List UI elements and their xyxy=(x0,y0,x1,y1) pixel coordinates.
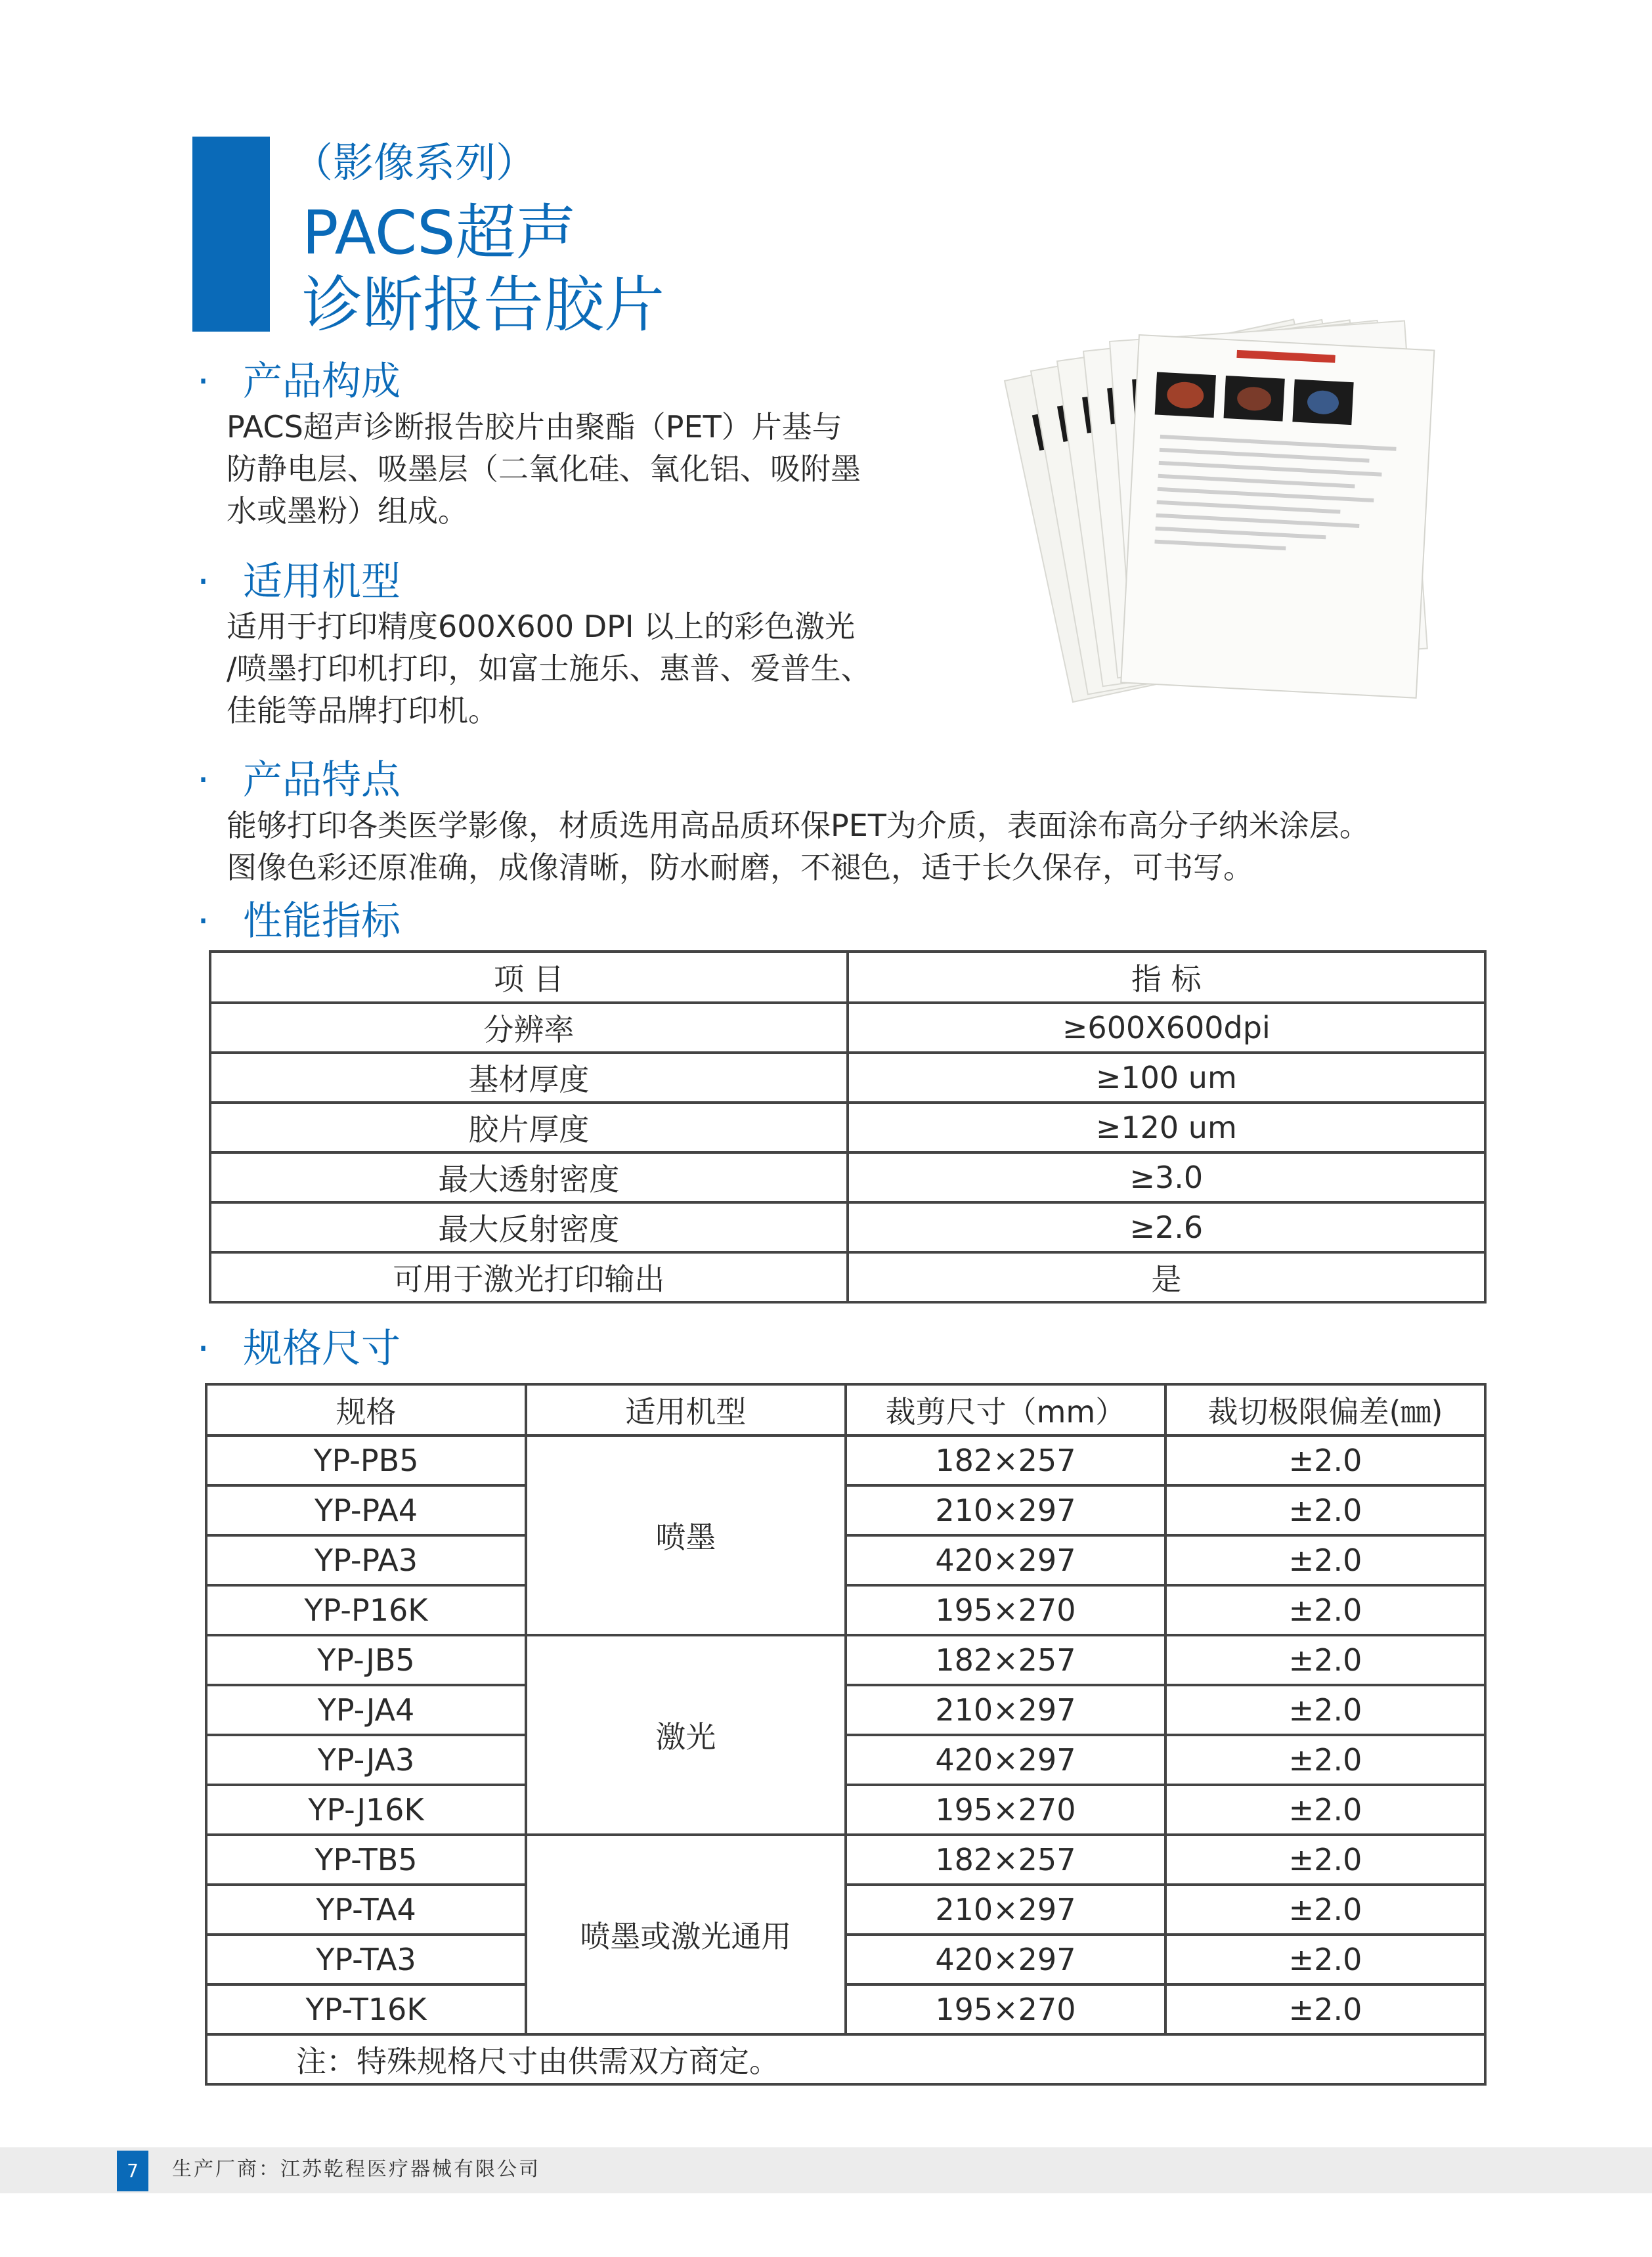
spec-code: YP-PA4 xyxy=(206,1485,526,1535)
bullet: · xyxy=(197,757,210,803)
cut-size: 210×297 xyxy=(846,1685,1165,1735)
table-header-row xyxy=(210,952,1485,1003)
table-header-row xyxy=(206,1384,1485,1435)
table-cell: ≥3.0 xyxy=(848,1152,1485,1202)
table-row xyxy=(206,1685,1485,1735)
tolerance: ±2.0 xyxy=(1165,1535,1485,1585)
manufacturer-label: 生产厂商：江苏乾程医疗器械有限公司 xyxy=(172,2158,540,2181)
table-row xyxy=(206,1485,1485,1535)
tolerance: ±2.0 xyxy=(1165,1984,1485,2034)
table-row xyxy=(206,1585,1485,1635)
cut-size: 420×297 xyxy=(846,1535,1165,1585)
model-group-cell: 激光 xyxy=(526,1635,846,1835)
bullet: · xyxy=(197,898,210,944)
cut-size: 182×257 xyxy=(846,1835,1165,1885)
specs-heading-text: 规格尺寸 xyxy=(243,1326,401,1372)
title-line-2: 诊断报告胶片 xyxy=(302,270,665,340)
composition-heading-text: 产品构成 xyxy=(243,359,401,405)
spec-code: YP-PA3 xyxy=(206,1535,526,1585)
features-heading-text: 产品特点 xyxy=(243,757,401,803)
table-row xyxy=(206,1984,1485,2034)
table-row xyxy=(210,1152,1485,1202)
features-heading xyxy=(197,756,401,804)
spec-code: YP-PB5 xyxy=(206,1435,526,1485)
spec-code: YP-JA3 xyxy=(206,1735,526,1785)
table-cell: 基材厚度 xyxy=(210,1053,848,1103)
features-line: 图像色彩还原准确，成像清晰，防水耐磨，不褪色，适于长久保存，可书写。 xyxy=(227,850,1253,885)
spec-code: YP-TA4 xyxy=(206,1885,526,1935)
features-text xyxy=(227,804,1370,888)
tolerance: ±2.0 xyxy=(1165,1635,1485,1685)
models-heading xyxy=(197,558,401,605)
tolerance: ±2.0 xyxy=(1165,1735,1485,1785)
models-line: /喷墨打印机打印，如富士施乐、惠普、爱普生、 xyxy=(227,651,871,686)
specs-table xyxy=(205,1383,1487,2086)
column-header: 项 目 xyxy=(210,952,848,1003)
column-header: 适用机型 xyxy=(526,1384,846,1435)
tolerance: ±2.0 xyxy=(1165,1835,1485,1885)
page-title xyxy=(302,197,664,341)
table-note: 注：特殊规格尺寸由供需双方商定。 xyxy=(206,2034,1485,2084)
table-cell: ≥120 um xyxy=(848,1103,1485,1152)
spec-code: YP-TA3 xyxy=(206,1935,526,1984)
spec-code: YP-P16K xyxy=(206,1585,526,1635)
cut-size: 182×257 xyxy=(846,1635,1165,1685)
models-line: 佳能等品牌打印机。 xyxy=(227,693,498,728)
table-row xyxy=(210,1202,1485,1252)
tolerance: ±2.0 xyxy=(1165,1785,1485,1835)
cut-size: 420×297 xyxy=(846,1735,1165,1785)
table-cell: 分辨率 xyxy=(210,1003,848,1053)
cut-size: 195×270 xyxy=(846,1984,1165,2034)
performance-heading xyxy=(197,898,401,945)
table-row xyxy=(210,1003,1485,1053)
cut-size: 195×270 xyxy=(846,1785,1165,1835)
film-stack-illustration xyxy=(1005,319,1434,702)
table-row xyxy=(210,1103,1485,1152)
table-cell: 最大反射密度 xyxy=(210,1202,848,1252)
table-cell: 是 xyxy=(848,1252,1485,1302)
tolerance: ±2.0 xyxy=(1165,1685,1485,1735)
product-photo xyxy=(991,309,1471,722)
composition-text xyxy=(227,406,861,532)
table-cell: ≥100 um xyxy=(848,1053,1485,1103)
cut-size: 182×257 xyxy=(846,1435,1165,1485)
cut-size: 195×270 xyxy=(846,1585,1165,1635)
table-row xyxy=(206,1935,1485,1984)
cut-size: 420×297 xyxy=(846,1935,1165,1984)
table-row xyxy=(206,1735,1485,1785)
table-note-row xyxy=(206,2034,1485,2084)
models-text xyxy=(227,605,871,732)
composition-heading xyxy=(197,358,401,405)
tolerance: ±2.0 xyxy=(1165,1885,1485,1935)
model-group-cell: 喷墨 xyxy=(526,1435,846,1635)
title-accent-bar xyxy=(192,137,270,332)
table-row xyxy=(206,1885,1485,1935)
tolerance: ±2.0 xyxy=(1165,1435,1485,1485)
table-row xyxy=(206,1835,1485,1885)
spec-code: YP-JB5 xyxy=(206,1635,526,1685)
specs-heading xyxy=(197,1325,401,1372)
column-header: 指 标 xyxy=(848,952,1485,1003)
cut-size: 210×297 xyxy=(846,1485,1165,1535)
column-header: 裁切极限偏差(㎜) xyxy=(1165,1384,1485,1435)
title-line-1: PACS超声 xyxy=(302,198,576,268)
series-label: （影像系列） xyxy=(292,139,537,186)
tolerance: ±2.0 xyxy=(1165,1585,1485,1635)
tolerance: ±2.0 xyxy=(1165,1485,1485,1535)
column-header: 裁剪尺寸（mm） xyxy=(846,1384,1165,1435)
composition-line: PACS超声诊断报告胶片由聚酯（PET）片基与 xyxy=(227,409,842,445)
performance-table xyxy=(209,950,1487,1304)
table-cell: 胶片厚度 xyxy=(210,1103,848,1152)
table-cell: ≥2.6 xyxy=(848,1202,1485,1252)
bullet: · xyxy=(197,359,210,405)
models-line: 适用于打印精度600X600 DPI 以上的彩色激光 xyxy=(227,609,856,644)
table-row xyxy=(206,1635,1485,1685)
bullet: · xyxy=(197,1326,210,1372)
table-row xyxy=(206,1785,1485,1835)
composition-line: 水或墨粉）组成。 xyxy=(227,493,468,529)
models-heading-text: 适用机型 xyxy=(243,559,401,605)
table-row xyxy=(206,1435,1485,1485)
cut-size: 210×297 xyxy=(846,1885,1165,1935)
spec-code: YP-TB5 xyxy=(206,1835,526,1885)
performance-heading-text: 性能指标 xyxy=(243,898,401,944)
spec-code: YP-T16K xyxy=(206,1984,526,2034)
table-row xyxy=(210,1053,1485,1103)
spec-code: YP-J16K xyxy=(206,1785,526,1835)
model-group-cell: 喷墨或激光通用 xyxy=(526,1835,846,2034)
table-cell: 最大透射密度 xyxy=(210,1152,848,1202)
bullet: · xyxy=(197,559,210,605)
column-header: 规格 xyxy=(206,1384,526,1435)
table-row xyxy=(206,1535,1485,1585)
features-line: 能够打印各类医学影像，材质选用高品质环保PET为介质，表面涂布高分子纳米涂层。 xyxy=(227,808,1370,843)
page-number: 7 xyxy=(117,2151,148,2191)
table-row xyxy=(210,1252,1485,1302)
table-cell: ≥600X600dpi xyxy=(848,1003,1485,1053)
tolerance: ±2.0 xyxy=(1165,1935,1485,1984)
spec-code: YP-JA4 xyxy=(206,1685,526,1735)
composition-line: 防静电层、吸墨层（二氧化硅、氧化铝、吸附墨 xyxy=(227,451,861,487)
table-cell: 可用于激光打印输出 xyxy=(210,1252,848,1302)
